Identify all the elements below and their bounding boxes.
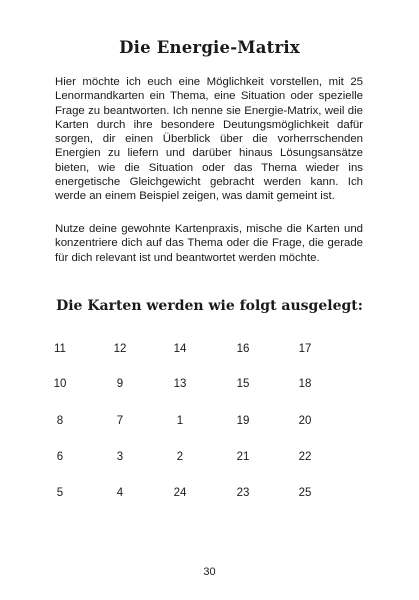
intro-paragraph: Hier möchte ich euch eine Möglichkeit vorstellen, mit 25 Lenormandkarten ein Thema, eine Situation oder spezielle Frage zu beantworten. Ich nenne sie Energie-Matrix, weil die Karten durch ihre besondere Deutungsmöglichkeit dafür sorgen, dir einen Überblick über die vorherrschenden Energien zu liefern und darüber hinaus Lösungsansätze bieten, wie die Situation oder das Thema wieder ins energetische Gleichgewicht gebracht werden kann. Ich werde an einem Beispiel zeigen, was damit gemeint ist. (55, 76, 363, 203)
matrix-cell: 2 (176, 451, 184, 463)
matrix-cell: 5 (56, 487, 64, 499)
matrix-cell: 16 (236, 343, 250, 355)
instruction-paragraph: Nutze deine gewohnte Kartenpraxis, mische die Karten und konzentriere dich auf das Thema oder die Frage, die gerade für dich relevant ist und beantwortet werden möchte. (55, 223, 363, 264)
matrix-cell: 25 (298, 487, 312, 499)
page-number: 30 (203, 566, 216, 578)
matrix-cell: 3 (116, 451, 124, 463)
matrix-cell: 23 (236, 487, 250, 499)
page-title: Die Energie-Matrix (119, 38, 300, 57)
matrix-cell: 13 (173, 378, 187, 390)
matrix-cell: 11 (54, 343, 66, 355)
matrix-cell: 12 (113, 343, 127, 355)
matrix-cell: 21 (236, 451, 250, 463)
matrix-cell: 10 (53, 378, 67, 390)
matrix-cell: 8 (56, 415, 64, 427)
matrix-cell: 20 (298, 415, 312, 427)
matrix-cell: 19 (236, 415, 250, 427)
matrix-cell: 7 (116, 415, 124, 427)
matrix-cell: 14 (173, 343, 187, 355)
matrix-cell: 18 (298, 378, 312, 390)
section-subtitle: Die Karten werden wie folgt ausgelegt: (56, 298, 363, 314)
matrix-cell: 24 (173, 487, 187, 499)
matrix-cell: 6 (56, 451, 64, 463)
matrix-cell: 9 (116, 378, 124, 390)
matrix-cell: 22 (298, 451, 312, 463)
matrix-cell: 4 (116, 487, 124, 499)
matrix-cell: 1 (176, 415, 184, 427)
matrix-cell: 17 (298, 343, 312, 355)
matrix-cell: 15 (236, 378, 250, 390)
